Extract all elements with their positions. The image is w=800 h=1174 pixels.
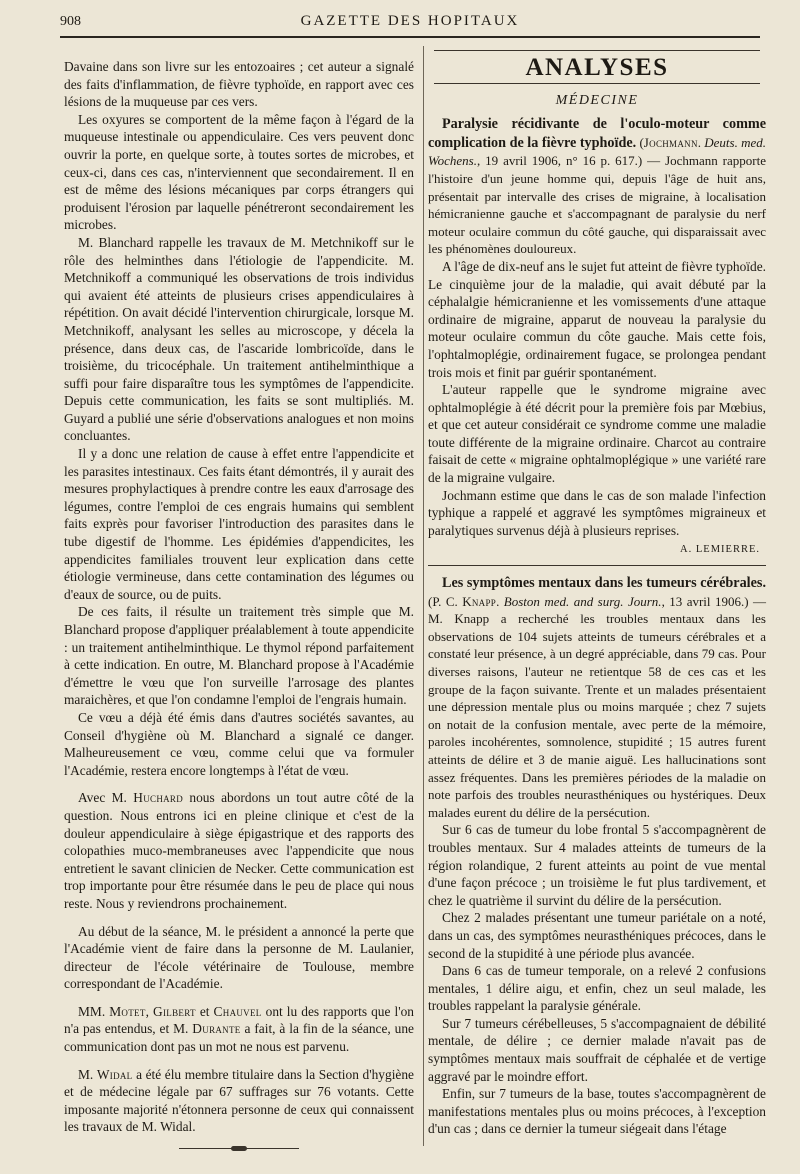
paragraph: L'auteur rappelle que le syndrome migraine avec ophtalmoplégie à été décrit pour la première fois par Mœbius, et que cet auteur considérait ce syndrome comme une maladie toute différente de la migraine ordinaire. Charcot au contraire faisait de cette « migraine ophtalmoplégique » une variété rare de la migraine vulgaire.	[428, 382, 766, 486]
section-title: ANALYSES	[525, 54, 669, 81]
text-run: MM.	[78, 1003, 110, 1019]
text-run: ont lu des rapports que l'on n'a pas entendus, et M.	[64, 1003, 415, 1037]
author-name: Chauvel	[213, 1003, 262, 1019]
signature: A. LEMIERRE.	[680, 544, 760, 556]
section-rule	[434, 83, 760, 84]
text-run: .	[697, 134, 705, 150]
section-rule	[434, 50, 760, 51]
paragraph	[64, 1066, 414, 1136]
paragraph: Dans 6 cas de tumeur temporale, on a relevé 2 confusions mentales, 1 délire aigu, et enfin, chez un seul malade, les troubles rappelant la paralysie générale.	[428, 963, 766, 1014]
author-name: Durante	[192, 1021, 241, 1037]
paragraph	[64, 789, 414, 912]
page-header	[60, 12, 760, 38]
end-ornament	[179, 1148, 299, 1149]
text-run: .	[496, 593, 504, 609]
page-number: 908	[60, 14, 81, 29]
paragraph: Ce vœu a déjà été émis dans d'autres sociétés savantes, au Conseil d'hygiène où M. Blanchard a signalé ce danger. Malheureusement ce vœu, comme celui que va formuler l'Académie, restera encore longtemps à l'état de vœu.	[64, 709, 414, 778]
running-title: GAZETTE DES HOPITAUX	[300, 13, 520, 29]
paragraph: Sur 7 tumeurs cérébelleuses, 5 s'accompagnaient de débilité mentale, de délire ; ce dernier malade n'avait pas de symptômes mentaux mais souffrait de céphalée et de vertige aggravé par le moindre effort.	[428, 1015, 766, 1084]
journal-name: Deuts. med. Wochens.	[428, 134, 767, 169]
text-run: Avec M.	[78, 790, 134, 806]
article-title: Les symptômes mentaux dans les tumeurs cérébrales.	[442, 575, 766, 592]
rubric: MÉDECINE	[555, 92, 639, 108]
text-run: et	[195, 1003, 214, 1019]
author-name: Gilbert	[153, 1003, 196, 1019]
paragraph: Au début de la séance, M. le président a annoncé la perte que l'Académie vient de faire dans la personne de M. Laulanier, directeur de l'école vétérinaire de Toulouse, membre correspondant de l'Académie.	[64, 923, 414, 992]
text-run: ,	[145, 1003, 154, 1019]
paragraph: M. Blanchard rappelle les travaux de M. Metchnikoff sur le rôle des helminthes dans l'étiologie de l'appendicite. M. Metchnikoff a communiqué les observations de trois individus qui avaient été atteints de plusieurs crises appendiculaires à répétition. On avait décidé l'intervention chirurgicale, lorsque M. Metchnikoff, analysant les selles au microscope, y décela la présence, dans deux cas, de l'ascaride lombricoïde, dans le troisième, du tricocéphale. Un traitement antihelminthique a suffi pour faire disparaître tous les symptômes de l'appendicite. Depuis cette communication, les faits se sont multipliés. M. Guyard a publié une série d'observations analogues et non moins concluantes.	[64, 234, 414, 444]
author-name: Jochmann	[643, 134, 698, 150]
text-run: a été élu membre titulaire dans la Section d'hygiène et de médecine légale par 67 suffrages sur 76 votants. Cette imposante majorité n'étonnera personne de ceux qui connaissent les travaux de M. Widal.	[64, 1066, 414, 1135]
text-run: (	[636, 134, 644, 150]
left-column	[64, 58, 414, 1149]
paragraph: Les oxyures se comportent de la même façon à l'égard de la muqueuse intestinale ou appendiculaire. Ces vers peuvent donc ouvrir la porte, en quelque sorte, à toutes sortes de microbes, et ceux-ci, dans ces cas, n'interviennent que secondairement. Il en est de même des lésions mécaniques par corps étrangers qui produisent l'érosion par laquelle pénétreront secondairement les microbes.	[64, 111, 414, 233]
paragraph: A l'âge de dix-neuf ans le sujet fut atteint de fièvre typhoïde. Le cinquième jour de la maladie, qui avait débuté par la céphalalgie hémicranienne et les vomissements d'une attaque ordinaire de migraine, apparut de nouveau la paralysie du moteur oculaire commun du côte gauche. Mais cette fois, l'ophtalmoplégie, ordinairement fugace, se prolongea pendant trois mois et finit par guérir spontanément.	[428, 258, 766, 380]
author-name: Motet	[109, 1003, 146, 1019]
paragraph: Sur 6 cas de tumeur du lobe frontal 5 s'accompagnèrent de troubles mentaux. Sur 4 malades atteints de tumeurs de la région rolandique, 2 furent atteints au point de vue mental d'une façon précoce ; un troisième le fut plus tardivement, et chez le quatrième il survint du délire de la persécution.	[428, 822, 766, 908]
text-run: nous abordons un tout autre côté de la question. Nous entrons ici en pleine clinique et c'est de la douleur appendiculaire à siège épigastrique et des rapports des colopathies muco-membraneuses avec l'appendicite que nous entretient le savant clinicien de Necker. Cette communication est trop importante pour être résumée dans le peu de place qui nous reste. Nous y reviendrons prochainement.	[64, 790, 414, 911]
paragraph: De ces faits, il résulte un traitement très simple que M. Blanchard propose d'appliquer préalablement à toute appendicite : un traitement antihelminthique. Le thymol répond parfaitement à cette indication. En outre, M. Blanchard propose à l'Académie d'émettre le vœu que l'on surveille l'arrosage des plantes maraichères, et que l'on condamne l'emploi de l'engrais humain.	[64, 604, 414, 708]
author-name: Widal	[96, 1066, 133, 1082]
article-rule	[428, 565, 766, 566]
paragraph: Davaine dans son livre sur les entozoaires ; cet auteur a signalé des faits d'inflammation, de fièvre typhoïde, en rapport avec ces lésions de la muqueuse par ces vers.	[64, 59, 414, 110]
text-run: , 19 avril 1906, n° 16 p. 617.) — Jochmann rapporte l'histoire d'un jeune homme qui, depuis l'âge de huit ans, présentait par intervalle des crises de migraine, à localisation hémicranienne gauche et s'accompagnant de paralysie du nerf moteur oculaire commun du côté gauche, qui disparaissait avec les phénomènes douloureux.	[428, 153, 766, 257]
author-name: Huchard	[133, 790, 184, 806]
text-run: , 13 avril 1906.) — M. Knapp a recherché les troubles mentaux dans les observations de 104 sujets atteints de tumeurs cérébrales et a constaté leur présence, à un degré appréciable, dans 79 cas. Pour diverses raisons, l'auteur ne retientque 58 de ces cas et les groupe de la façon suivante. Trente et un malades présentaient une dépression mentale plus ou moins marquée ; chez 7 sujets on notait de la confusion mentale, avec perte de la mémoire, paroles incohérentes, somnolence, stupidité ; 15 autres furent atteints de délire et 3 de manie aiguë. Les hallucinations sont assez fréquentes. Dans les premières périodes de la maladie on note parfois des troubles neurasthéniques ou hystériques. Deux malades eurent du délire de la persécution.	[428, 593, 766, 820]
article-intro	[428, 115, 766, 258]
paragraph: Enfin, sur 7 tumeurs de la base, toutes s'accompagnèrent de manifestations mentales plus ou moins précoces, à l'exception d'un cas ; dans ce dernier la tumeur siégeait dans l'étage	[428, 1086, 766, 1137]
text-run: M.	[78, 1066, 97, 1082]
paragraph: Jochmann estime que dans le cas de son malade l'infection typhique a rappelé et aggravé les symptômes migraineux et paralytiques survenus déjà à plusieurs reprises.	[428, 487, 766, 538]
paragraph: Chez 2 malades présentant une tumeur pariétale on a noté, dans un cas, des symptômes neurasthéniques précoces, dans le second de la stupidité à une période plus avancée.	[428, 910, 766, 961]
paragraph	[64, 1003, 414, 1056]
journal-name: Boston med. and surg. Journ.	[503, 593, 662, 609]
author-name: Knapp	[462, 593, 497, 609]
article-intro	[428, 574, 766, 821]
article-title: Paralysie récidivante de l'oculo-moteur comme complication de la fièvre typhoïde.	[428, 116, 766, 151]
text-run: a fait, à la fin de la séance, une communication dont pas un mot ne nous est parvenu.	[64, 1021, 414, 1055]
text-run: (P. C.	[428, 593, 463, 609]
right-column	[428, 50, 766, 1138]
paragraph: Il y a donc une relation de cause à effet entre l'appendicite et les parasites intestinaux. Ces faits étant démontrés, il y aurait des mesures prophylactiques à prendre contre les eaux d'arrosage des légumes, contre l'emploi de ces engrais humains qui semblent faits exprès pour favoriser l'introduction des parasites dans le tube digestif de l'homme. Les épidémies d'appendicites, les appendicites familiales trouvent leur explication dans cette étiologie vermineuse, dans cette contamination des légumes ou d'eaux de source, ou de puits.	[64, 446, 414, 602]
column-divider	[423, 46, 424, 1146]
